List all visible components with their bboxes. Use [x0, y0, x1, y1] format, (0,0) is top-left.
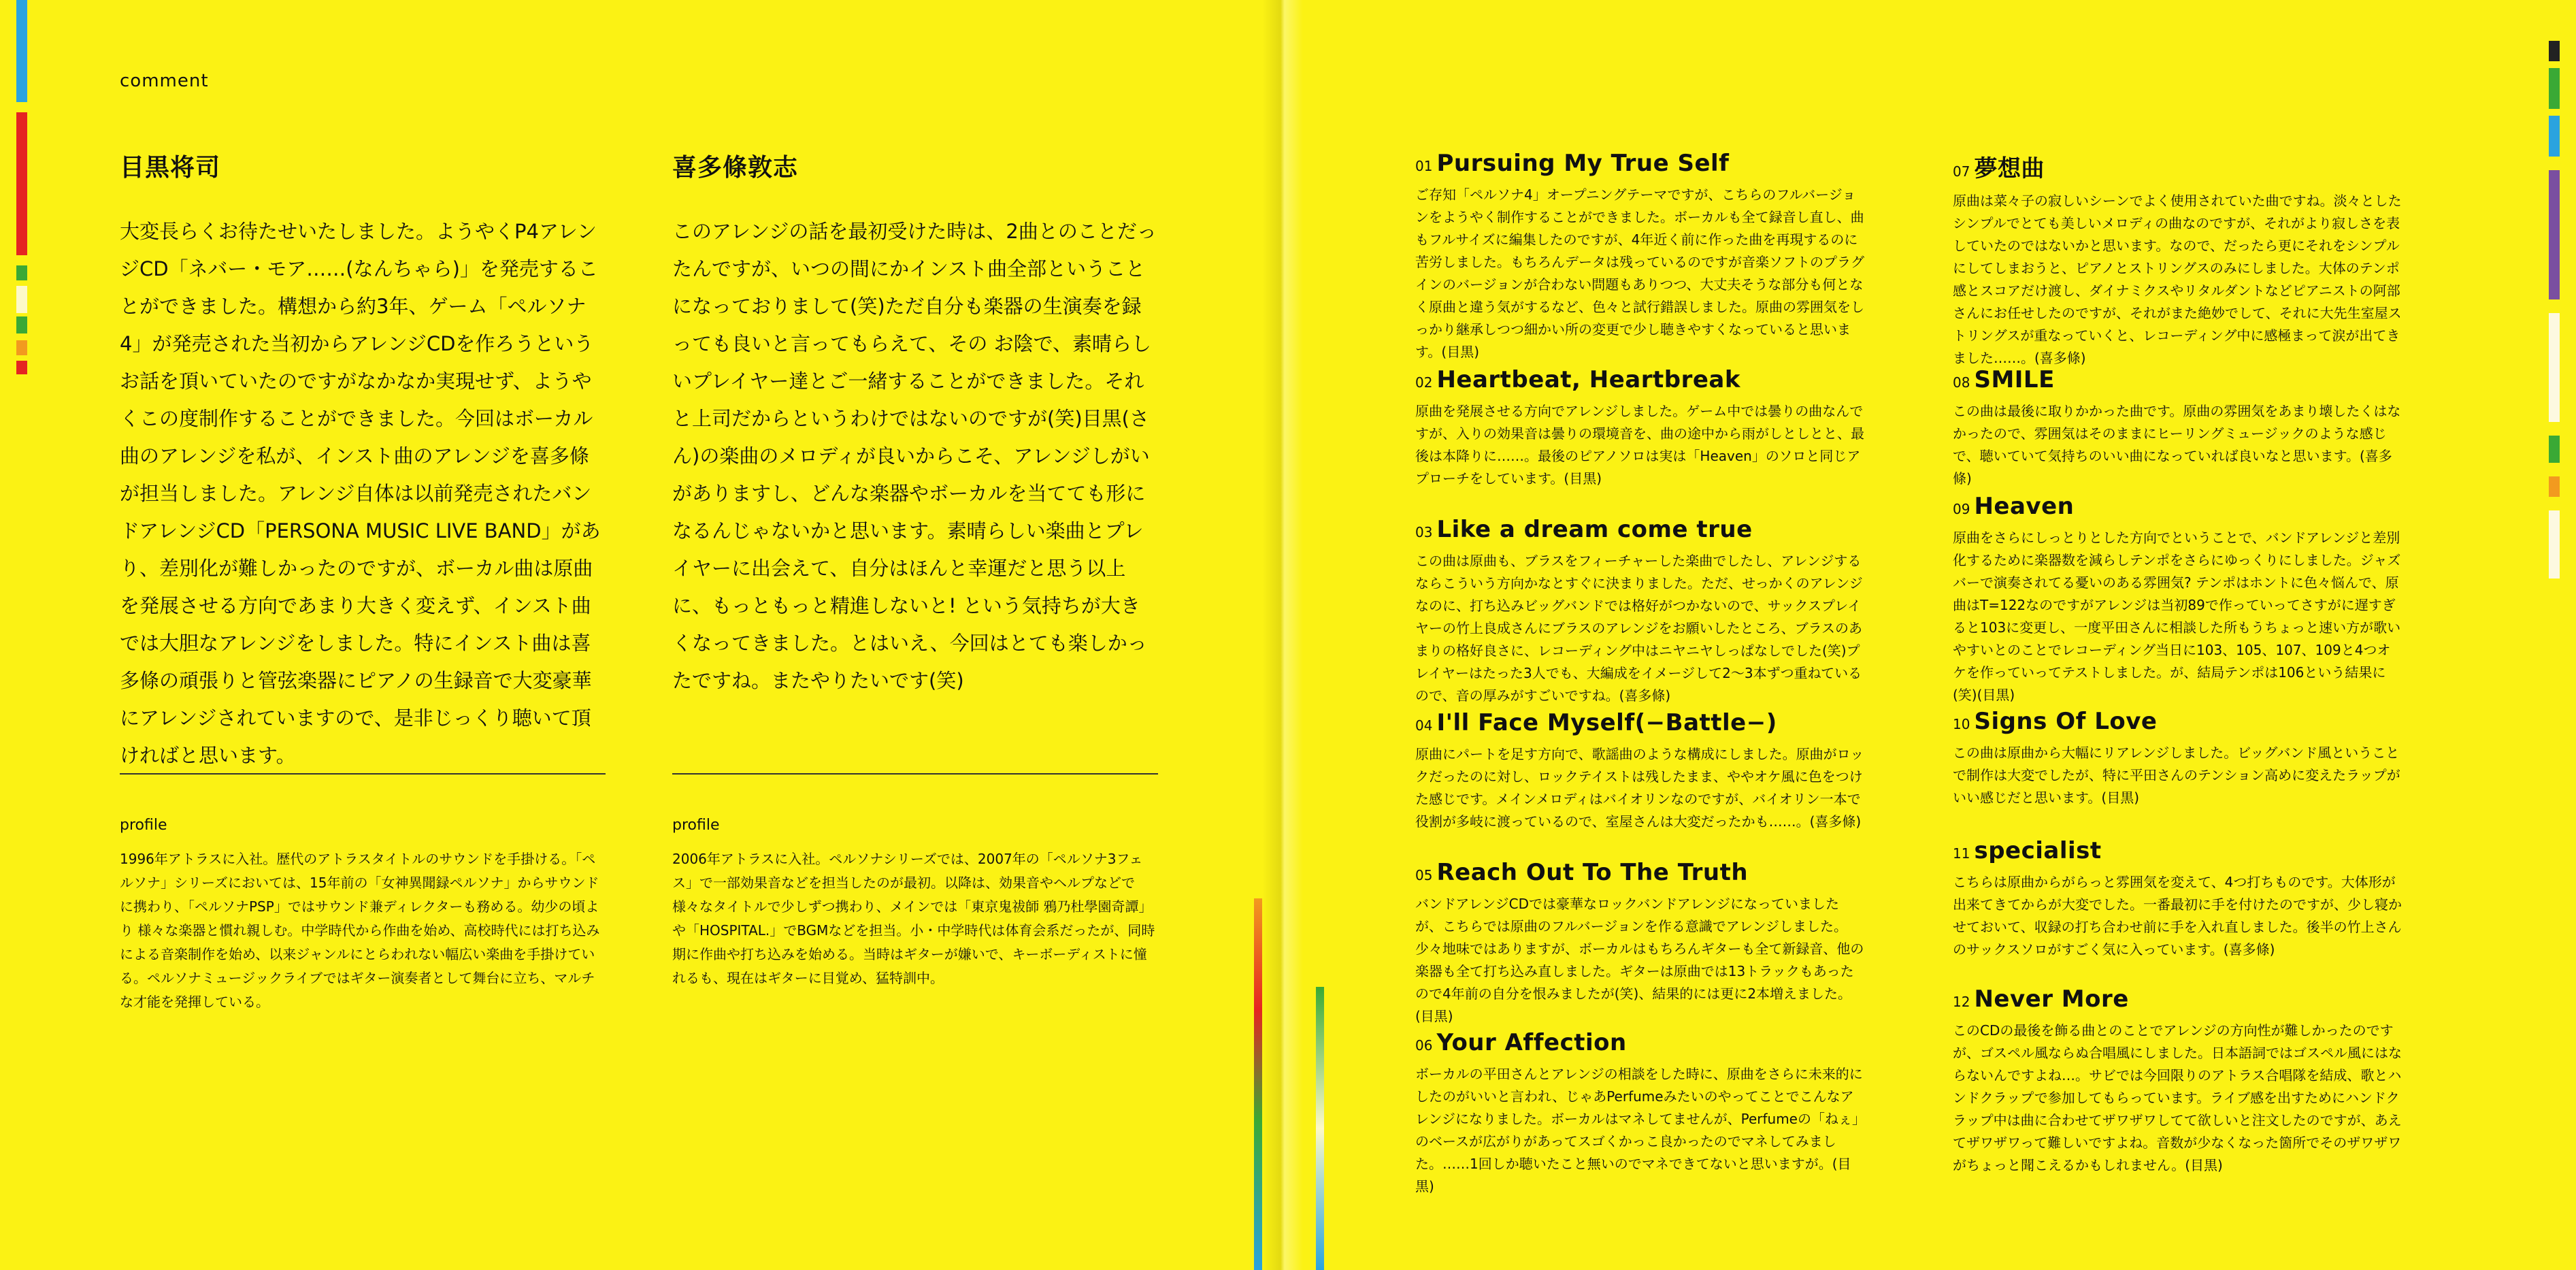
- track-title: specialist: [1974, 837, 2102, 864]
- spine-color-bar: [1254, 898, 1262, 1270]
- track-number: 07: [1953, 163, 1970, 180]
- composer-column-kitajo: [672, 148, 1158, 700]
- track-title: 夢想曲: [1974, 155, 2045, 182]
- track-description: 原曲を発展させる方向でアレンジしました。ゲーム中では曇りの曲なんですが、入りの効果音は曇りの環境音を、曲の途中から雨がしとしとと、最後は本降りに……。最後のピアノソロは実は「Heaven」のソロと同じアプローチをしています。(目黒): [1415, 403, 1864, 487]
- composer-column-meguro: [120, 148, 606, 775]
- track-title: Heaven: [1974, 493, 2075, 520]
- composer-comment: このアレンジの話を最初受けた時は、2曲とのことだったんですが、いつの間にかインスト曲全部ということになっておりまして(笑)ただ自分も楽器の生演奏を録っても良いと言ってもらえて、その お陰で、素晴らしいプレイヤー達とご一緒することができました。それと上司だからというわけではないのですが(笑)目黒(さん)の楽曲のメロディが良いからこそ、アレンジしがいがありますし、どんな楽器やボーカルを当てても形になるんじゃないかと思います。素晴らしい楽曲とプレイヤーに出会えて、自分はほんと幸運だと思う以上に、もっともっと精進しないと! という気持ちが大きくなってきました。とはいえ、今回はとても楽しかったですね。またやりたいです(笑): [672, 220, 1157, 692]
- profile-label: profile: [672, 817, 720, 834]
- spine-color-bar: [1316, 987, 1324, 1270]
- track-note: [1415, 709, 1864, 833]
- divider-rule: [120, 773, 606, 775]
- track-note: [1953, 150, 2402, 370]
- track-description: バンドアレンジCDでは豪華なロックバンドアレンジになっていましたが、こちらでは原曲のフルバージョンを作る意識でアレンジしました。少々地味ではありますが、ボーカルはもちろんギターも全て新録音、他の楽器も全て打ち込み直しました。ギターは原曲では13トラックもあったので4年前の自分を恨みましたが(笑)、結果的には更に2本増えました。(目黒): [1415, 896, 1864, 1024]
- composer-name: 目黒将司: [120, 154, 221, 182]
- composer-profile: 2006年アトラスに入社。ペルソナシリーズでは、2007年の「ペルソナ3フェス」で一部効果音などを担当したのが最初。以降は、効果音やヘルプなどで様々なタイトルで少しずつ携わり、メインでは「東京鬼祓師 鴉乃杜學園奇譚」や「HOSPITAL.」でBGMなどを担当。小・中学時代は体育会系だったが、同時期に作曲や打ち込みを始める。当時はギターが嫌いで、キーボーディストに憧れるも、現在はギターに目覚め、猛特訓中。: [672, 851, 1155, 986]
- track-title: Heartbeat, Heartbreak: [1436, 366, 1740, 393]
- track-note: [1953, 708, 2402, 809]
- track-description: この曲は原曲も、ブラスをフィーチャーした楽曲でしたし、アレンジするならこういう方向かなとすぐに決まりました。ただ、せっかくのアレンジなのに、打ち込みビッグバンドでは格好がつかないので、サックスプレイヤーの竹上良成さんにブラスのアレンジをお願いしたところ、ブラスのあまりの格好良さに、レコーディング中はニヤニヤしっぱなしでした(笑)プレイヤーはたった3人でも、大編成をイメージして2〜3本ずつ重ねているので、音の厚みがすごいですね。(喜多條): [1415, 553, 1863, 704]
- track-description: 原曲にパートを足す方向で、歌謡曲のような構成にしました。原曲がロックだったのに対し、ロックテイストは残したまま、ややオケ風に色をつけた感じです。メインメロディはバイオリンなのですが、バイオリン一本で役割が多岐に渡っているので、室屋さんは大変だったかも……。(喜多條): [1415, 746, 1864, 830]
- track-title: Never More: [1974, 986, 2129, 1013]
- track-number: 06: [1415, 1037, 1433, 1054]
- track-note: [1953, 986, 2402, 1177]
- composer-name: 喜多條敦志: [672, 154, 799, 182]
- track-note: [1415, 150, 1864, 363]
- track-description: ご存知「ペルソナ4」オープニングテーマですが、こちらのフルバージョンをようやく制作することができました。ボーカルも全て録音し直し、曲もフルサイズに編集したのですが、4年近く前に作った曲を再現するのに苦労しました。もちろんデータは残っているのですが音楽ソフトのプラグインのバージョンが合わない問題もありつつ、大丈夫そうな部分も何となく原曲と違う気がするなど、色々と試行錯誤しました。原曲の雰囲気をしっかり継承しつつ細かい所の変更で少し聴きやすくなっていると思います。(目黒): [1415, 186, 1864, 360]
- track-number: 04: [1415, 717, 1433, 734]
- track-note: [1953, 366, 2402, 490]
- track-note: [1953, 837, 2402, 961]
- profile-label: profile: [120, 817, 167, 834]
- left-edge-color-strip: [16, 0, 27, 381]
- track-number: 02: [1415, 374, 1433, 391]
- track-description: こちらは原曲からがらっと雰囲気を変えて、4つ打ちものです。大体形が出来てきてからが大変でした。一番最初に手を付けたのですが、少し寝かせておいて、収録の打ち合わせ前に手を入れ直しました。後半の竹上さんのサックスソロがすごく気に入っています。(喜多條): [1953, 874, 2402, 958]
- track-description: この曲は最後に取りかかった曲です。原曲の雰囲気をあまり壊したくはなかったので、雰囲気はそのままにヒーリングミュージックのような感じで、聴いていて気持ちのいい曲になっていれば良いなと思います。(喜多條): [1953, 403, 2401, 487]
- track-number: 10: [1953, 716, 1970, 732]
- track-number: 01: [1415, 158, 1433, 174]
- track-note: [1415, 366, 1864, 490]
- track-title: Reach Out To The Truth: [1436, 859, 1749, 886]
- track-description: ボーカルの平田さんとアレンジの相談をした時に、原曲をさらに未来的にしたのがいいと言われ、じゃあPerfumeみたいのやってことでこんなアレンジになりました。ボーカルはマネしてませんが、Perfumeの「ねぇ」のベースが広がりがあってスゴくかっこ良かったのでマネしてみました。……1回しか聴いたこと無いのでマネできてないと思いますが。(目黒): [1415, 1066, 1863, 1194]
- spine-gutter: [1262, 0, 1303, 1270]
- divider-rule: [672, 773, 1158, 775]
- track-title: SMILE: [1974, 366, 2055, 393]
- track-number: 09: [1953, 501, 1970, 517]
- track-number: 08: [1953, 374, 1970, 391]
- track-title: Pursuing My True Self: [1436, 150, 1730, 177]
- track-number: 11: [1953, 845, 1970, 862]
- section-label: comment: [120, 71, 209, 91]
- track-title: I'll Face Myself(−Battle−): [1436, 709, 1777, 736]
- track-description: 原曲は菜々子の寂しいシーンでよく使用されていた曲ですね。淡々としたシンプルでとても美しいメロディの曲なのですが、それがより寂しさを表していたのではないかと思います。なので、だったら更にそれをシンプルにしてしまおうと、ピアノとストリングスのみにしました。大体のテンポ感とスコアだけ渡し、ダイナミクスやリタルダントなどピアニストの阿部さんにお任せしたのですが、それがまた絶妙でして、それに大先生室屋ストリングスが重なっていくと、レコーディング中に感極まって涙が出てきました……。(喜多條): [1953, 193, 2402, 366]
- track-note: [1415, 859, 1864, 1028]
- track-title: Like a dream come true: [1436, 516, 1753, 543]
- track-number: 12: [1953, 994, 1970, 1010]
- track-title: Signs Of Love: [1974, 708, 2158, 735]
- composer-comment: 大変長らくお待たせいたしました。ようやくP4アレンジCD「ネバー・モア……(なんちゃら)」を発売することができました。構想から約3年、ゲーム「ペルソナ4」が発売された当初からアレンジCDを作ろうというお話を頂いていたのですがなかなか実現せず、ようやくこの度制作することができました。今回はボーカル曲のアレンジを私が、インスト曲のアレンジを喜多條が担当しました。アレンジ自体は以前発売されたバンドアレンジCD「PERSONA MUSIC LIVE BAND」があり、差別化が難しかったのですが、ボーカル曲は原曲を発展させる方向であまり大きく変えず、インスト曲では大胆なアレンジをしました。特にインスト曲は喜多條の頑張りと管弦楽器にピアノの生録音で大変豪華にアレンジされていますので、是非じっくり聴いて頂ければと思います。: [120, 220, 601, 767]
- track-number: 03: [1415, 524, 1433, 540]
- right-edge-color-strip: [2549, 41, 2560, 721]
- track-note: [1415, 1029, 1864, 1198]
- track-number: 05: [1415, 867, 1433, 883]
- track-title: Your Affection: [1436, 1029, 1627, 1056]
- track-description: このCDの最後を飾る曲とのことでアレンジの方向性が難しかったのですが、ゴスペル風ならぬ合唱風にしました。日本語詞ではゴスペル風にはならないんですよね…。サビでは今回限りのアトラス合唱隊を結成、歌とハンドクラップで参加してもらっています。ライブ感を出すためにハンドクラップ中は曲に合わせてザワザワしてて欲しいと注文したのですが、あえてザワザワって難しいですよね。音数が少なくなった箇所でそのザワザワがちょっと聞こえるかもしれません。(目黒): [1953, 1022, 2402, 1173]
- track-description: この曲は原曲から大幅にリアレンジしました。ビッグバンド風ということで制作は大変でしたが、特に平田さんのテンション高めに変えたラップがいい感じだと思います。(目黒): [1953, 745, 2400, 806]
- track-note: [1415, 516, 1864, 707]
- track-description: 原曲をさらにしっとりとした方向でということで、バンドアレンジと差別化するために楽器数を減らしテンポをさらにゆっくりにしました。ジャズバーで演奏されてる憂いのある雰囲気? テンポはホントに色々悩んで、原曲はT=122なのですがアレンジは当初89で作っていってさすがに遅すぎると103に変更し、一度平田さんに相談した所もうちょっと速い方が歌いやすいとのことでレコーディング当日に103、105、107、109と4つオケを作っていってテストしました。が、結局テンポは106という結果に(笑)(目黒): [1953, 530, 2401, 703]
- composer-profile: 1996年アトラスに入社。歴代のアトラスタイトルのサウンドを手掛ける。「ペルソナ」シリーズにおいては、15年前の「女神異聞録ペルソナ」からサウンドに携わり、「ペルソナPSP」ではサウンド兼ディレクターも務める。幼少の頃より 様々な楽器と慣れ親しむ。中学時代から作曲を始め、高校時代には打ち込みによる音楽制作を始め、以来ジャンルにとらわれない幅広い楽曲を手掛けている。ペルソナミュージックライブではギター演奏者として舞台に立ち、マルチな才能を発揮している。: [120, 851, 600, 1010]
- track-note: [1953, 493, 2402, 706]
